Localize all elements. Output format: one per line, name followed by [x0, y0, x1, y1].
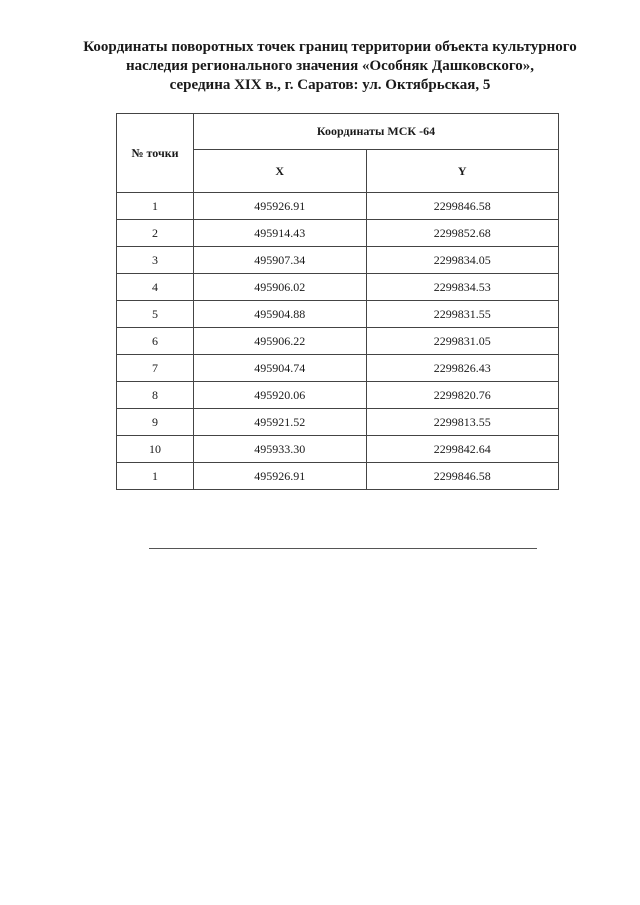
cell-x: 495904.74 — [194, 355, 367, 382]
table-row — [117, 463, 559, 490]
header-x: X — [194, 150, 367, 193]
title-line-1: Координаты поворотных точек границ территории объекта культурного — [83, 39, 577, 55]
table-row — [117, 382, 559, 409]
table-body — [117, 193, 559, 490]
cell-y: 2299846.58 — [366, 193, 558, 220]
table-row — [117, 193, 559, 220]
table-row — [117, 301, 559, 328]
cell-point-number: 9 — [117, 409, 194, 436]
cell-x: 495907.34 — [194, 247, 367, 274]
cell-y: 2299846.58 — [366, 463, 558, 490]
cell-point-number: 4 — [117, 274, 194, 301]
cell-point-number: 1 — [117, 193, 194, 220]
table-header — [117, 114, 559, 193]
cell-point-number: 3 — [117, 247, 194, 274]
cell-x: 495914.43 — [194, 220, 367, 247]
table-row — [117, 436, 559, 463]
cell-x: 495920.06 — [194, 382, 367, 409]
cell-point-number: 6 — [117, 328, 194, 355]
cell-y: 2299852.68 — [366, 220, 558, 247]
table-row — [117, 247, 559, 274]
header-y: Y — [366, 150, 558, 193]
header-point-number: № точки — [117, 114, 194, 193]
cell-x: 495921.52 — [194, 409, 367, 436]
cell-point-number: 1 — [117, 463, 194, 490]
cell-y: 2299831.55 — [366, 301, 558, 328]
title-line-3: середина XIX в., г. Саратов: ул. Октябрьская, 5 — [169, 77, 491, 93]
table-row — [117, 355, 559, 382]
cell-y: 2299820.76 — [366, 382, 558, 409]
cell-point-number: 7 — [117, 355, 194, 382]
cell-x: 495906.22 — [194, 328, 367, 355]
separator-line — [149, 548, 537, 549]
cell-point-number: 2 — [117, 220, 194, 247]
cell-y: 2299834.53 — [366, 274, 558, 301]
cell-x: 495926.91 — [194, 463, 367, 490]
cell-point-number: 10 — [117, 436, 194, 463]
cell-y: 2299826.43 — [366, 355, 558, 382]
header-coordinate-system: Координаты МСК -64 — [194, 114, 559, 150]
cell-x: 495904.88 — [194, 301, 367, 328]
coordinates-table — [116, 113, 559, 490]
cell-y: 2299842.64 — [366, 436, 558, 463]
table-row — [117, 328, 559, 355]
cell-x: 495906.02 — [194, 274, 367, 301]
cell-point-number: 5 — [117, 301, 194, 328]
cell-point-number: 8 — [117, 382, 194, 409]
cell-y: 2299834.05 — [366, 247, 558, 274]
cell-x: 495926.91 — [194, 193, 367, 220]
table-row — [117, 220, 559, 247]
title-line-2: наследия регионального значения «Особняк Дашковского», — [125, 58, 535, 74]
cell-y: 2299831.05 — [366, 328, 558, 355]
cell-y: 2299813.55 — [366, 409, 558, 436]
table-row — [117, 274, 559, 301]
cell-x: 495933.30 — [194, 436, 367, 463]
table-row — [117, 409, 559, 436]
document-title — [60, 38, 600, 95]
